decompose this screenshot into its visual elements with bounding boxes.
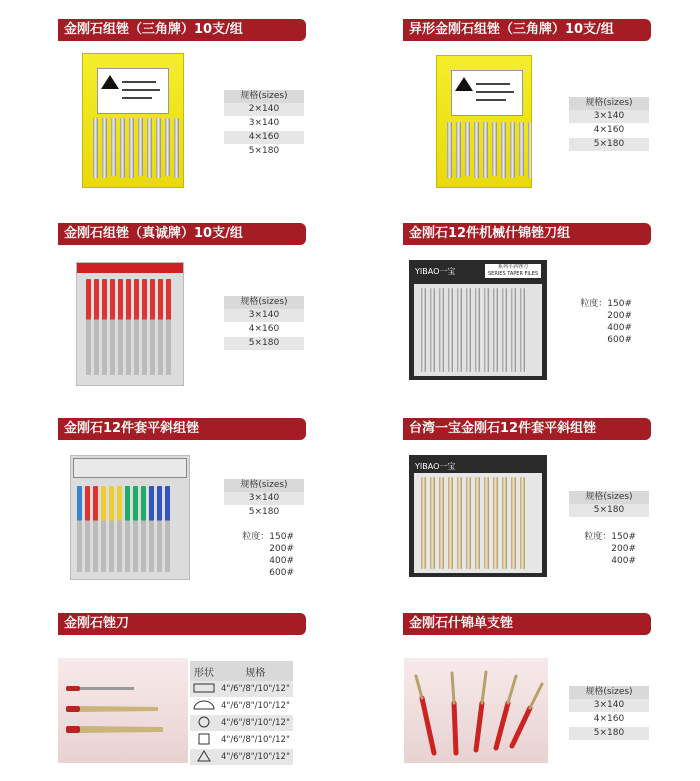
half-round-shape-icon: [193, 699, 215, 711]
size-table: [569, 491, 649, 518]
size-header: 规格(sizes): [569, 97, 649, 110]
product-photo: [76, 262, 184, 386]
pack-brand: YIBAO一宝: [415, 267, 456, 276]
shape-table: [190, 661, 293, 766]
grit-value: 600#: [607, 335, 632, 345]
size-row: 4×160: [224, 323, 304, 337]
size-row: 3×140: [224, 492, 304, 506]
product-photo: [409, 455, 547, 577]
grit-value: 600#: [269, 568, 294, 578]
size-row: 4"/6"/8"/10"/12": [218, 749, 293, 766]
size-row: 5×180: [569, 504, 649, 518]
size-header: 规格(sizes): [224, 90, 304, 103]
product-photo: [409, 260, 547, 380]
pack-header-strip: [77, 263, 183, 273]
grit-list: 粒度：150# 200# 400#: [576, 531, 636, 567]
grit-list: 粒度：150# 200# 400# 600#: [230, 531, 294, 579]
grit-value: 200#: [611, 544, 636, 554]
product-title: 金刚石锉刀: [58, 613, 306, 635]
product-title: 金刚石12件机械什锦锉刀组: [403, 223, 651, 245]
size-table: [569, 686, 649, 741]
size-header: 规格: [218, 661, 293, 681]
size-header: 规格(sizes): [224, 296, 304, 309]
brand-logo: [455, 77, 473, 91]
square-shape-icon: [193, 733, 215, 745]
size-row: 3×140: [224, 117, 304, 131]
pack-header: [73, 458, 187, 478]
size-table: [224, 479, 304, 520]
pack-label: [451, 70, 523, 116]
grit-label: 粒度：: [580, 299, 608, 309]
brand-logo: [101, 75, 119, 89]
pack-brand: YIBAO一宝: [415, 462, 456, 471]
grit-value: 400#: [611, 556, 636, 566]
size-row: 5×180: [224, 337, 304, 351]
product-photo: [82, 53, 184, 188]
product-photo: [58, 658, 188, 763]
product-title: 金刚石组锉（真诚牌）10支/组: [58, 223, 306, 245]
product-title: 金刚石什锦单支锉: [403, 613, 651, 635]
size-table: [224, 90, 304, 159]
size-row: 3×140: [224, 309, 304, 323]
size-row: 4"/6"/8"/10"/12": [218, 681, 293, 698]
size-row: 4"/6"/8"/10"/12": [218, 715, 293, 732]
grit-label: 粒度：: [584, 532, 612, 542]
grit-label: 粒度：: [242, 532, 270, 542]
size-row: 5×180: [224, 506, 304, 520]
product-title: 异形金刚石组锉（三角牌）10支/组: [403, 19, 651, 41]
size-row: 5×180: [224, 145, 304, 159]
pack-label: [97, 68, 169, 114]
size-row: 4"/6"/8"/10"/12": [218, 732, 293, 749]
grit-list: 粒度：150# 200# 400# 600#: [576, 298, 632, 346]
product-photo: [436, 55, 532, 188]
round-shape-icon: [193, 716, 215, 728]
size-row: 4"/6"/8"/10"/12": [218, 698, 293, 715]
flat-shape-icon: [193, 682, 215, 694]
size-row: 3×140: [569, 110, 649, 124]
grit-value: 400#: [269, 556, 294, 566]
size-row: 4×160: [224, 131, 304, 145]
file-tools-illustration: [58, 658, 188, 763]
shape-header: 形状: [190, 661, 218, 681]
size-row: 4×160: [569, 124, 649, 138]
grit-value: 400#: [607, 323, 632, 333]
size-table: [569, 97, 649, 152]
size-row: 5×180: [569, 138, 649, 152]
size-row: 3×140: [569, 699, 649, 713]
size-header: 规格(sizes): [569, 686, 649, 699]
size-header: 规格(sizes): [224, 479, 304, 492]
grit-value: 200#: [269, 544, 294, 554]
triangle-shape-icon: [193, 750, 215, 762]
product-title: 台湾一宝金刚石12件套平斜组锉: [403, 418, 651, 440]
size-row: 2×140: [224, 103, 304, 117]
size-table: [224, 296, 304, 351]
single-files-illustration: [404, 658, 548, 763]
product-title: 金刚石组锉（三角牌）10支/组: [58, 19, 306, 41]
size-row: 5×180: [569, 727, 649, 741]
size-header: 规格(sizes): [569, 491, 649, 504]
product-photo: [404, 658, 548, 763]
grit-value: 200#: [607, 311, 632, 321]
size-row: 4×160: [569, 713, 649, 727]
product-title: 金刚石12件套平斜组锉: [58, 418, 306, 440]
product-photo: [70, 455, 190, 580]
pack-series-label: 系列平斜锉刀 SERIES TAPER FILES: [485, 264, 541, 278]
